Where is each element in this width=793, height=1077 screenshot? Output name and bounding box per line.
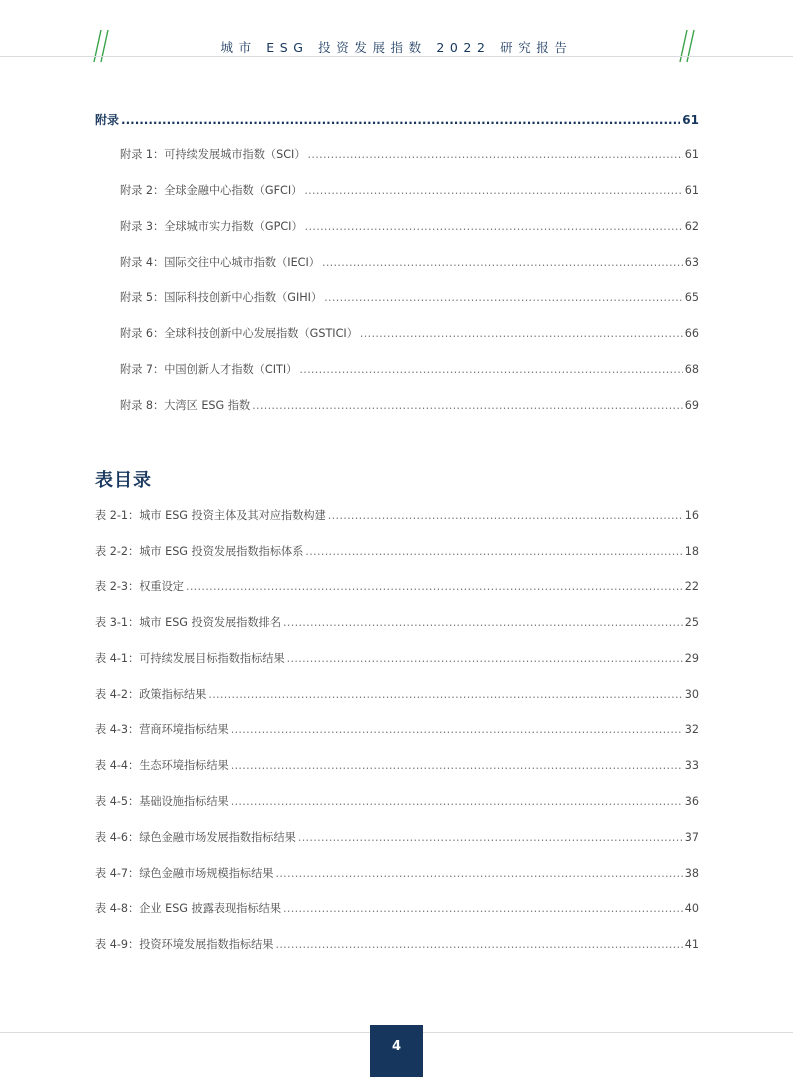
toc-entry-label: 表 3-1：城市 ESG 投资发展指数排名 <box>95 616 282 629</box>
toc-leader <box>275 937 682 953</box>
toc-entry-label: 表 4-4：生态环境指标结果 <box>95 759 229 772</box>
toc-entry-appendix-1[interactable] <box>120 147 699 163</box>
toc-entry-page: 22 <box>684 580 699 593</box>
toc-entry-page: 40 <box>684 902 699 915</box>
toc-entry-table-2-2[interactable] <box>95 544 699 560</box>
toc-entry-label: 附录 2：全球金融中心指数（GFCI） <box>120 184 303 197</box>
toc-leader <box>308 147 683 163</box>
toc-leader <box>186 579 683 595</box>
toc-entry-page: 25 <box>684 616 699 629</box>
toc-entry-label: 附录 5：国际科技创新中心指数（GIHI） <box>120 291 323 304</box>
toc-entry-page: 16 <box>684 509 699 522</box>
toc-leader <box>304 183 682 199</box>
toc-entry-table-4-4[interactable] <box>95 758 699 774</box>
toc-entry-label: 附录 3：全球城市实力指数（GPCI） <box>120 220 303 233</box>
toc-entry-page: 33 <box>684 759 699 772</box>
toc-entry-label: 表 4-2：政策指标结果 <box>95 688 207 701</box>
toc-entry-appendix-7[interactable] <box>120 362 699 378</box>
toc-entry-page: 68 <box>684 363 699 376</box>
toc-entry-table-3-1[interactable] <box>95 615 699 631</box>
toc-entry-page: 37 <box>684 831 699 844</box>
toc-entry-appendix-5[interactable] <box>120 290 699 306</box>
toc-leader <box>360 326 683 342</box>
toc-entry-page: 18 <box>684 545 699 558</box>
toc-entry-appendix-3[interactable] <box>120 219 699 235</box>
toc-entry-label: 表 4-8：企业 ESG 披露表现指标结果 <box>95 902 282 915</box>
toc-leader <box>208 687 682 703</box>
toc-leader <box>287 651 683 667</box>
toc-entry-page: 38 <box>684 867 699 880</box>
toc-leader <box>283 901 683 917</box>
toc-leader <box>328 508 683 524</box>
toc-leader <box>324 290 683 306</box>
toc-entry-appendix-4[interactable] <box>120 255 699 271</box>
toc-entry-page: 62 <box>684 220 699 233</box>
toc-leader <box>252 398 683 414</box>
header-slash-decoration-right <box>678 28 700 64</box>
toc-entry-label: 表 4-1：可持续发展目标指数指标结果 <box>95 652 285 665</box>
toc-entry-appendix-2[interactable] <box>120 183 699 199</box>
toc-entry-page: 41 <box>684 938 699 951</box>
toc-leader <box>121 112 680 128</box>
toc-entry-label: 表 4-6：绿色金融市场发展指数指标结果 <box>95 831 296 844</box>
toc-entry-label: 表 4-7：绿色金融市场规模指标结果 <box>95 867 274 880</box>
header-title: 城市 ESG 投资发展指数 2022 研究报告 <box>220 40 573 55</box>
toc-entry-page: 61 <box>684 148 699 161</box>
toc-entry-appendix[interactable] <box>95 112 699 128</box>
page-number-badge <box>370 1025 423 1077</box>
tables-section-heading: 表目录 <box>95 470 152 491</box>
toc-entry-table-2-1[interactable] <box>95 508 699 524</box>
toc-entry-label: 附录 4：国际交往中心城市指数（IECI） <box>120 256 320 269</box>
toc-entry-label: 表 2-1：城市 ESG 投资主体及其对应指数构建 <box>95 509 326 522</box>
toc-entry-page: 29 <box>684 652 699 665</box>
toc-leader <box>231 794 683 810</box>
toc-entry-label: 附录 7：中国创新人才指数（CITI） <box>120 363 298 376</box>
toc-entry-label: 附录 <box>95 113 120 127</box>
toc-leader <box>275 866 682 882</box>
toc-entry-page: 32 <box>684 723 699 736</box>
toc-leader <box>322 255 683 271</box>
toc-leader <box>299 362 682 378</box>
toc-entry-table-4-7[interactable] <box>95 866 699 882</box>
toc-leader <box>305 219 683 235</box>
toc-entry-label: 表 4-5：基础设施指标结果 <box>95 795 229 808</box>
toc-entry-label: 表 4-3：营商环境指标结果 <box>95 723 229 736</box>
toc-entry-appendix-6[interactable] <box>120 326 699 342</box>
toc-leader <box>298 830 683 846</box>
toc-entry-label: 表 2-2：城市 ESG 投资发展指数指标体系 <box>95 545 304 558</box>
toc-entry-page: 30 <box>684 688 699 701</box>
toc-leader <box>283 615 683 631</box>
toc-entry-page: 69 <box>684 399 699 412</box>
toc-entry-table-4-1[interactable] <box>95 651 699 667</box>
toc-entry-page: 65 <box>684 291 699 304</box>
toc-entry-table-4-5[interactable] <box>95 794 699 810</box>
toc-leader <box>231 722 683 738</box>
toc-entry-table-4-6[interactable] <box>95 830 699 846</box>
toc-leader <box>305 544 682 560</box>
toc-entry-page: 61 <box>684 184 699 197</box>
header-divider <box>0 56 793 57</box>
toc-entry-table-4-8[interactable] <box>95 901 699 917</box>
toc-entry-label: 表 4-9：投资环境发展指数指标结果 <box>95 938 274 951</box>
toc-entry-label: 表 2-3：权重设定 <box>95 580 184 593</box>
toc-entry-table-4-3[interactable] <box>95 722 699 738</box>
toc-entry-page: 66 <box>684 327 699 340</box>
toc-leader <box>231 758 683 774</box>
toc-entry-label: 附录 8：大湾区 ESG 指数 <box>120 399 251 412</box>
toc-entry-label: 附录 6：全球科技创新中心发展指数（GSTICI） <box>120 327 358 340</box>
toc-entry-label: 附录 1：可持续发展城市指数（SCI） <box>120 148 306 161</box>
toc-entry-table-2-3[interactable] <box>95 579 699 595</box>
toc-entry-appendix-8[interactable] <box>120 398 699 414</box>
toc-entry-page: 61 <box>682 113 699 127</box>
toc-entry-page: 63 <box>684 256 699 269</box>
toc-entry-table-4-9[interactable] <box>95 937 699 953</box>
page-number: 4 <box>391 1039 402 1054</box>
toc-entry-table-4-2[interactable] <box>95 687 699 703</box>
toc-entry-page: 36 <box>684 795 699 808</box>
